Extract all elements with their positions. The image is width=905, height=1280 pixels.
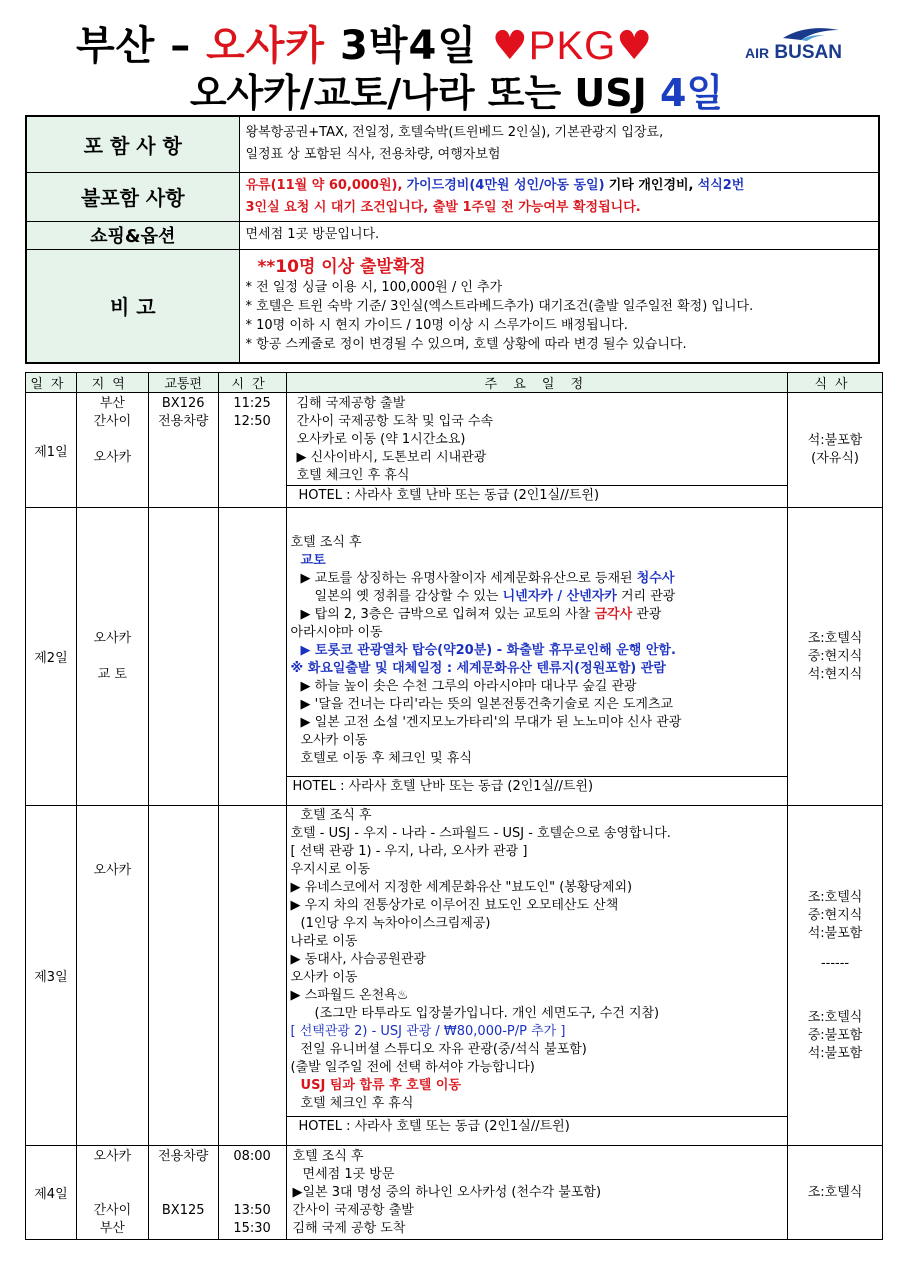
schedule-line: ▶ 유네스코에서 지정한 세계문화유산 "뵤도인" (봉황당제외) (290, 880, 633, 895)
shopping-value: 면세점 1곳 방문입니다. (239, 221, 879, 249)
region-text: 오사카 (93, 863, 132, 878)
heart-icon: ♥ (491, 23, 529, 69)
included-label: 포 함 사 항 (26, 116, 239, 172)
time-text (219, 1184, 286, 1202)
schedule-line: 교토 (300, 553, 326, 568)
schedule-cell (286, 1146, 788, 1240)
schedule-line: 나라로 이동 (290, 934, 358, 949)
day-row-4 (26, 1146, 883, 1240)
transport-cell (148, 1146, 218, 1240)
schedule-line: 호텔 조식 후 (290, 535, 362, 550)
day-row-3 (26, 806, 883, 1146)
schedule-line: 호텔 조식 후 (292, 1149, 364, 1164)
region-text (77, 431, 148, 449)
time-cell (218, 806, 286, 1146)
time-cell (218, 393, 286, 508)
info-row-included (26, 116, 879, 172)
schedule-cell (286, 393, 788, 508)
excluded-value (239, 172, 879, 221)
day-label: 제2일 (26, 508, 77, 806)
remark-line: * 호텔은 트윈 숙박 기준/ 3인실(엑스트라베드추가) 대기조건(출발 일주일전 확정) 입니다. (245, 298, 754, 314)
title-duration: 3박4일 (340, 23, 477, 69)
schedule-line: 우지시로 이동 (290, 862, 371, 877)
schedule-line: 김해 국제공항 출발 (296, 396, 406, 411)
region-text: 오사카 (93, 630, 132, 646)
schedule-line: 오사카로 이동 (약 1시간소요) (296, 432, 466, 447)
logo-busan: BUSAN (774, 42, 842, 63)
remarks-value (239, 249, 879, 363)
transport-text: 전용차량 (158, 414, 209, 429)
info-row-remarks (26, 249, 879, 363)
region-text (77, 1184, 148, 1202)
excluded-label: 불포함 사항 (26, 172, 239, 221)
schedule-cell (286, 508, 788, 806)
day-row-1 (26, 393, 883, 508)
col-header-day: 일자 (26, 373, 77, 393)
time-text: 13:50 (233, 1203, 271, 1218)
region-text: 부산 (99, 1221, 125, 1236)
meal-text: 조:호텔식 (807, 1009, 863, 1025)
time-cell (218, 1146, 286, 1240)
schedule-line: 오사카 이동 (300, 733, 368, 748)
info-table (25, 115, 880, 364)
schedule-line: (1인당 우지 녹차아이스크림제공) (300, 916, 491, 931)
schedule-line: ▶ 토롯코 관광열차 탑승(약20분) - 화출발 휴무로인해 운행 안함. (300, 643, 676, 658)
included-line-1: 왕복항공권+TAX, 전일정, 호텔숙박(트윈베드 2인실), 기본관광지 입장료, (245, 125, 664, 141)
schedule-line: 면세점 1곳 방문 (302, 1167, 395, 1182)
schedule-header-row (26, 373, 883, 393)
page-title (0, 10, 905, 69)
schedule-line: 호텔 조식 후 (300, 808, 372, 823)
schedule-line (291, 588, 788, 606)
meal-text: 중:현지식 (807, 648, 863, 664)
meal-text: 중:불포함 (807, 1027, 863, 1043)
title-origin: 부산 – (76, 23, 192, 69)
info-row-excluded (26, 172, 879, 221)
schedule-line: (조그만 타투라도 입장불가입니다. 개인 세면도구, 수건 지참) (314, 1006, 660, 1021)
region-text (77, 1166, 148, 1184)
region-text: 오사카 (93, 450, 132, 465)
schedule-line: ▶ 동대사, 사슴공원관광 (290, 952, 426, 967)
day-row-2 (26, 508, 883, 806)
schedule-line: 오사카 이동 (290, 970, 358, 985)
schedule-line (291, 606, 788, 624)
title-pkg: PKG (528, 24, 617, 68)
hotel-info: HOTEL : 사라사 호텔 난바 또는 동급 (2인1실//트윈) (287, 485, 788, 506)
schedule-line: 호텔 체크인 후 휴식 (300, 1096, 414, 1111)
schedule-text: 일본의 옛 정취를 감상할 수 있는 (314, 589, 503, 604)
schedule-cell (286, 806, 788, 1146)
included-line-2: 일정표 상 포함된 식사, 전용차량, 여행자보험 (245, 147, 501, 163)
heart-icon: ♥ (616, 23, 654, 69)
meal-text: 조:호텔식 (807, 889, 863, 905)
region-text: 간사이 (93, 414, 132, 429)
title-destination: 오사카 (206, 23, 326, 69)
schedule-line: ▶ 우지 차의 전통상가로 이루어진 뵤도인 오모테산도 산책 (290, 898, 619, 913)
schedule-line: 호텔로 이동 후 체크인 및 휴식 (300, 751, 472, 766)
day-label: 제1일 (26, 393, 77, 508)
meal-text: (자유식) (811, 451, 859, 466)
wing-icon (781, 24, 841, 42)
transport-text: BX125 (161, 1203, 205, 1218)
schedule-line: ▶ '달을 건너는 다리'라는 뜻의 일본전통건축기술로 지은 도게츠교 (300, 697, 674, 712)
schedule-line: 전일 유니버셜 스튜디오 자유 관광(중/석식 불포함) (300, 1042, 587, 1057)
schedule-line: 김해 국제 공항 도착 (292, 1221, 406, 1236)
schedule-line: ▶일본 3대 명성 중의 하나인 오사카성 (천수각 불포함) (292, 1185, 602, 1200)
transport-text (149, 1166, 218, 1184)
meals-cell (788, 508, 883, 806)
region-cell (76, 508, 148, 806)
meal-text: 석:불포함 (807, 433, 863, 448)
transport-cell (148, 393, 218, 508)
meal-text: 조:호텔식 (807, 630, 863, 646)
shopping-label: 쇼핑&옵션 (26, 221, 239, 249)
remark-line: * 전 일정 싱글 이용 시, 100,000원 / 인 추가 (245, 279, 503, 295)
meal-separator: ------ (820, 955, 850, 971)
schedule-line (291, 570, 788, 588)
schedule-line: 아라시야마 이동 (290, 625, 383, 640)
transport-cell (148, 508, 218, 806)
col-header-transport: 교통편 (148, 373, 218, 393)
schedule-line: 간사이 국제공항 출발 (292, 1203, 414, 1218)
day-label: 제3일 (26, 806, 77, 1146)
schedule-text: ▶ 교토를 상징하는 유명사찰이자 세계문화유산으로 등재된 (300, 571, 637, 586)
airbusan-wordmark (745, 42, 842, 64)
excluded-guide: 가이드경비(4만원 성인/아동 동일) (406, 177, 605, 193)
meals-cell (788, 393, 883, 508)
region-text (77, 648, 148, 666)
meals-cell (788, 806, 883, 1146)
schedule-line: ▶ 하늘 높이 솟은 수천 그루의 아라시야마 대나무 숲길 관광 (300, 679, 637, 694)
schedule-line: USJ 팀과 합류 후 호텔 이동 (300, 1078, 461, 1093)
hotel-info: HOTEL : 사라사 호텔 또는 동급 (2인1실//트윈) (287, 1116, 788, 1137)
region-text: 교 토 (97, 666, 127, 682)
col-header-meals: 식사 (788, 373, 883, 393)
meal-text: 석:불포함 (807, 1045, 863, 1061)
schedule-text: 니넨자카 / 산넨자카 (502, 589, 617, 604)
hotel-info: HOTEL : 사라사 호텔 난바 또는 동급 (2인1실//트윈) (287, 776, 788, 797)
time-text: 15:30 (233, 1221, 271, 1236)
excluded-misc: 기타 개인경비, (608, 177, 694, 193)
schedule-line: [ 선택관광 2) - USJ 관광 / ₩80,000-P/P 추가 ] (290, 1024, 566, 1039)
page-subtitle (0, 62, 905, 117)
subtitle-route: 오사카/교토/나라 또는 USJ (189, 71, 647, 115)
schedule-line: 호텔 - USJ - 우지 - 나라 - 스파월드 - USJ - 호텔순으로 송영합니다. (290, 826, 671, 841)
region-cell (76, 806, 148, 1146)
transport-text: 전용차량 (158, 1149, 209, 1164)
col-header-schedule: 주 요 일 정 (286, 373, 788, 393)
region-cell (76, 393, 148, 508)
schedule-text: 관광 (632, 607, 662, 622)
schedule-text: 금각사 (594, 607, 633, 622)
meal-text: 조:호텔식 (807, 1184, 863, 1200)
schedule-table (25, 372, 883, 1240)
region-text: 간사이 (93, 1203, 132, 1218)
schedule-text: 거리 관광 (616, 589, 676, 604)
excluded-fuel: 유류(11월 약 60,000원), (245, 177, 403, 193)
transport-text: BX126 (161, 396, 205, 411)
logo-air: AIR (745, 45, 770, 61)
included-value (239, 116, 879, 172)
schedule-line: 호텔 체크인 후 휴식 (296, 468, 410, 483)
excluded-line-2: 3인실 요청 시 대기 조건입니다, 출발 1주일 전 가능여부 확정됩니다. (245, 199, 641, 215)
time-cell (218, 508, 286, 806)
region-cell (76, 1146, 148, 1240)
remarks-label: 비 고 (26, 249, 239, 363)
day-label: 제4일 (26, 1146, 77, 1240)
col-header-region: 지역 (76, 373, 148, 393)
schedule-line: ▶ 신사이바시, 도톤보리 시내관광 (296, 450, 487, 465)
transport-text (149, 1184, 218, 1202)
schedule-line: ▶ 일본 고전 소설 '겐지모노가타리'의 무대가 된 노노미야 신사 관광 (300, 715, 682, 730)
schedule-line: ※ 화요일출발 및 대체일정 : 세계문화유산 텐류지(정원포함) 관람 (290, 661, 666, 676)
remark-line: * 항공 스케줄로 정이 변경될 수 있으며, 호텔 상황에 따라 변경 될수 있습니다. (245, 336, 687, 352)
info-row-shopping (26, 221, 879, 249)
meals-cell (788, 1146, 883, 1240)
time-text (219, 1166, 286, 1184)
remark-line: * 10명 이하 시 현지 가이드 / 10명 이상 시 스루가이드 배정됩니다. (245, 317, 628, 333)
transport-cell (148, 806, 218, 1146)
meal-text: 중:현지식 (807, 907, 863, 923)
schedule-text: 청수사 (636, 571, 675, 586)
schedule-line: 간사이 국제공항 도착 및 입국 수속 (296, 414, 494, 429)
subtitle-days: 4일 (660, 71, 724, 115)
remarks-highlight: **10명 이상 출발확정 (257, 256, 426, 277)
meal-text: 석:불포함 (807, 925, 863, 941)
time-text: 11:25 (233, 396, 271, 411)
meal-text: 석:현지식 (807, 666, 863, 682)
schedule-line: ▶ 스파월드 온천욕♨ (290, 988, 409, 1003)
schedule-text: ▶ 탑의 2, 3층은 금박으로 입혀져 있는 교토의 사찰 (300, 607, 595, 622)
time-text: 08:00 (233, 1149, 271, 1164)
excluded-dinner: 석식2번 (697, 177, 745, 193)
time-text: 12:50 (233, 414, 271, 429)
region-text: 부산 (99, 396, 125, 411)
schedule-line: [ 선택 관광 1) - 우지, 나라, 오사카 관광 ] (290, 844, 528, 859)
col-header-time: 시간 (218, 373, 286, 393)
schedule-line: (출발 일주일 전에 선택 하셔야 가능합니다) (290, 1060, 535, 1075)
region-text: 오사카 (93, 1149, 132, 1164)
